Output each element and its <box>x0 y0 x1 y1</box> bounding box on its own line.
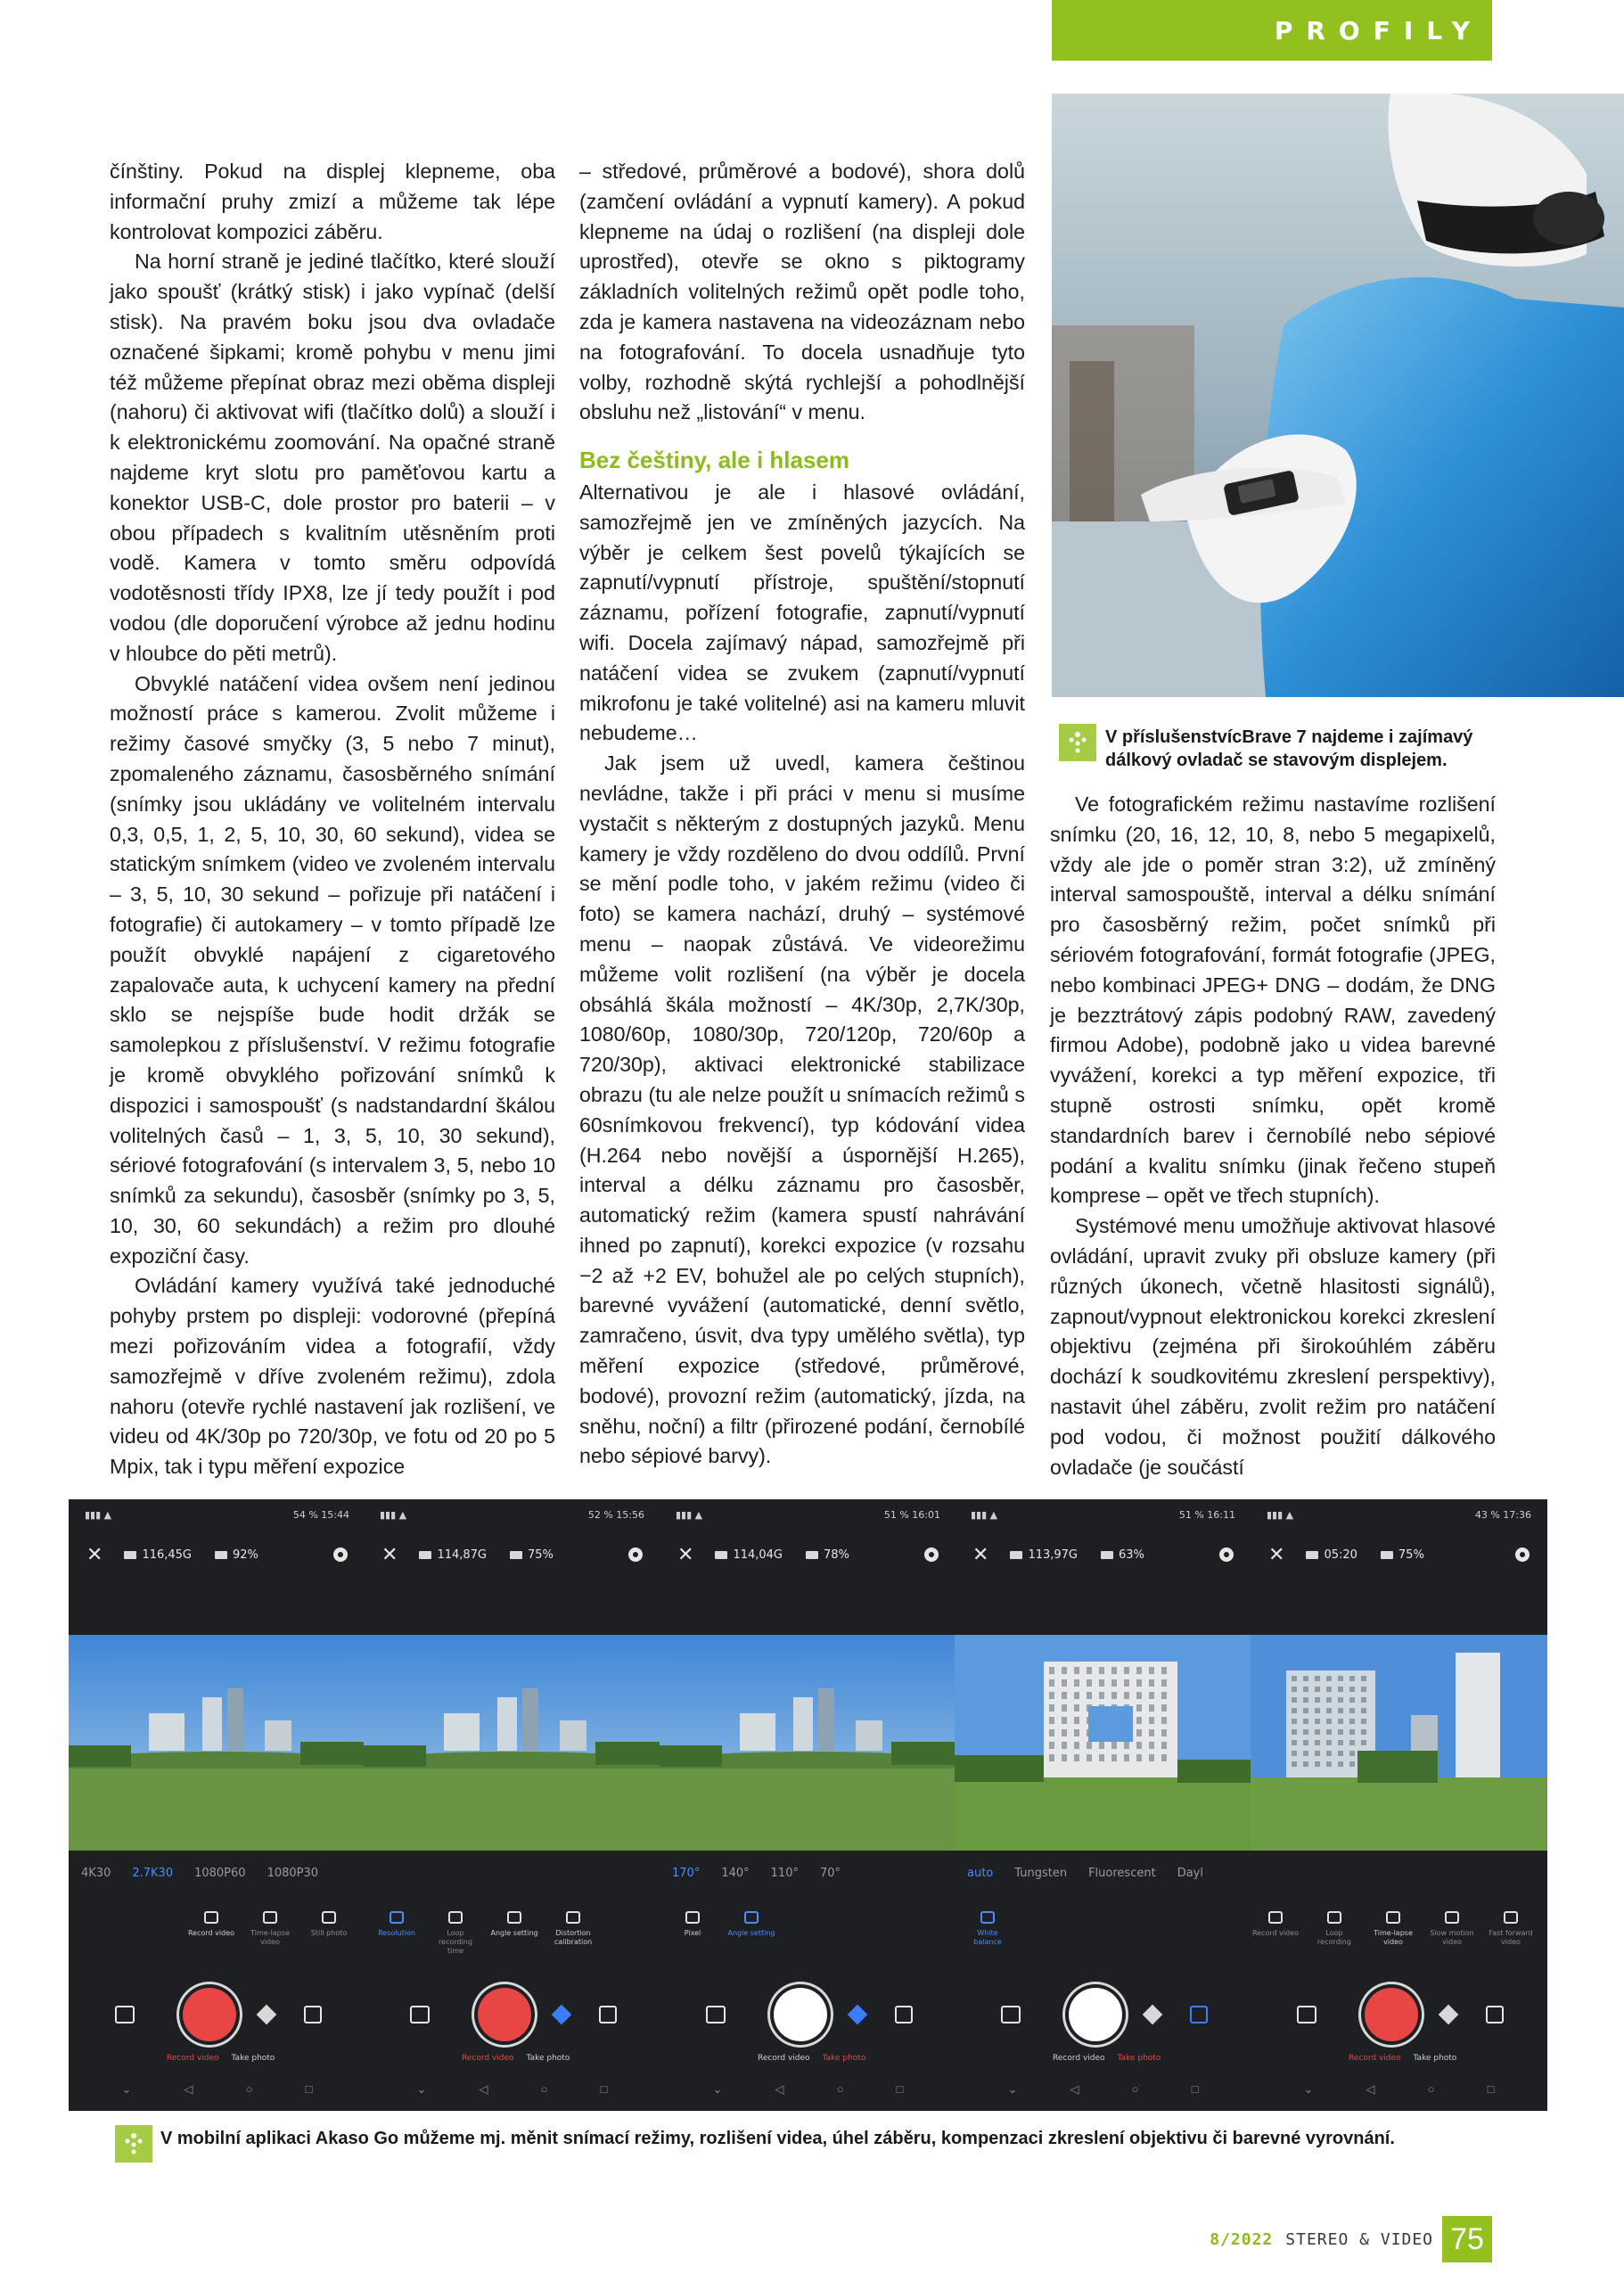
collapse-icon[interactable]: ⌄ <box>1303 2082 1314 2096</box>
mode-icon <box>980 1911 995 1924</box>
phone-screenshot <box>69 1499 365 2111</box>
status-right <box>293 1509 349 1521</box>
camera-viewfinder <box>69 1635 365 1851</box>
status-bar <box>1251 1499 1547 1530</box>
mode-item[interactable] <box>964 1911 1012 1974</box>
home-icon[interactable]: ○ <box>1131 2082 1139 2096</box>
option-0[interactable]: 170° <box>672 1867 701 1880</box>
mode-icon <box>1327 1911 1341 1924</box>
recents-icon[interactable]: □ <box>1487 2082 1495 2096</box>
capture-mode-labels <box>167 2054 275 2064</box>
mode-icon <box>1268 1911 1283 1924</box>
status-right <box>588 1509 644 1521</box>
signal-icon: ▮▮▮ ▲ <box>676 1508 703 1521</box>
capture-mode-labels <box>1349 2054 1456 2064</box>
back-icon[interactable]: ◁ <box>1366 2082 1375 2096</box>
skier-with-remote-image <box>1052 94 1624 697</box>
home-icon[interactable]: ○ <box>540 2082 548 2096</box>
option-3[interactable]: Dayl <box>1177 1867 1203 1880</box>
option-1[interactable]: 2.7K30 <box>132 1867 174 1880</box>
camera-preview <box>69 1635 365 1851</box>
mode-item[interactable] <box>187 1911 235 1974</box>
mode-item[interactable] <box>1369 1911 1417 1974</box>
mode-label: Angle setting <box>490 1929 538 1937</box>
mode-item[interactable] <box>1310 1911 1358 1974</box>
hero-caption-line-2: dálkový ovladač se stavovým displejem. <box>1105 751 1448 770</box>
back-icon[interactable]: ◁ <box>775 2082 784 2096</box>
mode-label: Record video <box>1251 1929 1300 1937</box>
option-1[interactable]: 140° <box>721 1867 750 1880</box>
page-number: 75 <box>1442 2216 1492 2262</box>
take-photo-label[interactable]: Take photo <box>231 2054 275 2063</box>
gallery-icon[interactable] <box>410 2006 430 2023</box>
capture-mode-labels <box>1053 2054 1161 2064</box>
shutter-row <box>364 1988 660 2045</box>
take-photo-label[interactable]: Take photo <box>1413 2054 1457 2063</box>
record-video-label[interactable]: Record video <box>167 2054 219 2063</box>
close-icon[interactable]: ✕ <box>86 1543 103 1566</box>
settings-switch-icon[interactable] <box>1486 2006 1504 2023</box>
capture-mode-labels <box>462 2054 570 2064</box>
shutter-row <box>1251 1988 1547 2045</box>
camera-toolbar <box>1251 1537 1547 1572</box>
shutter-button[interactable] <box>183 1988 236 2041</box>
battery-level-text: 75% <box>1381 1548 1424 1562</box>
settings-switch-icon[interactable] <box>304 2006 322 2023</box>
option-1[interactable]: Tungsten <box>1014 1867 1068 1880</box>
battery-level-text: 78% <box>806 1548 849 1562</box>
mode-switch-icon[interactable] <box>1439 2005 1459 2025</box>
close-icon[interactable]: ✕ <box>972 1543 989 1566</box>
mode-item[interactable] <box>490 1911 538 1974</box>
home-icon[interactable]: ○ <box>836 2082 844 2096</box>
paragraph: Alternativou je ale i hlasové ovládání, samozřejmě jen ve zmíněných jazycích. Na výběr je celkem šest povelů týkajících se zapnutí/vypnutí přístroje, spuštění/stopnutí záznamu, pořízení fotografie, zapnutí/vypnutí wifi. Docela zajímavý nápad, samozřejmě při natáčení videa se zvukem (zapnutí/vypnutí mikrofonu je také volitelné) asi na kameru mluvit nebudeme… <box>579 480 1025 745</box>
option-2[interactable]: 1080P60 <box>194 1867 246 1880</box>
mode-switch-icon[interactable] <box>848 2005 868 2025</box>
paragraph: Ovládání kamery využívá také jednoduché pohyby prstem po displeji: vodorovné (přepíná mezi pořizováním videa a fotografií, vždy samozřejmě v dříve zvoleném režimu), zdola nahoru (otevře rychlé nastavení jak rozlišení, ve videu od 4K/30p po 720/30p, ve fotu od 20 po 5 Mpix, tak i typu měření expozice <box>110 1274 555 1479</box>
camera-toolbar <box>69 1537 365 1572</box>
mode-icon <box>566 1911 580 1924</box>
mode-icon <box>390 1911 404 1924</box>
signal-icon: ▮▮▮ ▲ <box>1267 1508 1294 1521</box>
option-2[interactable]: 110° <box>770 1867 799 1880</box>
collapse-icon[interactable]: ⌄ <box>121 2082 132 2096</box>
collapse-icon[interactable]: ⌄ <box>416 2082 427 2096</box>
mode-item[interactable] <box>668 1911 717 1974</box>
close-icon[interactable]: ✕ <box>677 1543 694 1566</box>
section-title: PROFILY <box>1274 15 1483 45</box>
mode-icon <box>1504 1911 1518 1924</box>
take-photo-label[interactable]: Take photo <box>526 2054 570 2063</box>
app-screenshots <box>69 1499 1533 2111</box>
android-nav-bar <box>364 2082 660 2104</box>
mode-icon <box>204 1911 218 1924</box>
camera-viewfinder <box>660 1635 956 1851</box>
mode-label: Time-lapse video <box>1374 1929 1413 1946</box>
caption-icon <box>115 2125 152 2163</box>
camera-preview <box>1251 1635 1547 1851</box>
android-nav-bar <box>955 2082 1251 2104</box>
shutter-button[interactable] <box>1365 1988 1418 2041</box>
mode-label: Record video <box>187 1929 235 1937</box>
camera-preview <box>660 1635 956 1851</box>
android-nav-bar <box>69 2082 365 2104</box>
storage-text: 116,45G <box>124 1548 192 1562</box>
status-bar <box>955 1499 1251 1530</box>
battery-text: 52 % <box>587 1508 613 1521</box>
mode-icon <box>448 1911 463 1924</box>
phone-screenshot <box>660 1499 956 2111</box>
signal-icon: ▮▮▮ ▲ <box>380 1508 407 1521</box>
settings-icon[interactable] <box>924 1547 939 1562</box>
mode-icon <box>685 1911 700 1924</box>
options-row <box>660 1867 956 1893</box>
mode-label: Fast forward video <box>1489 1929 1533 1946</box>
clock-text: 15:44 <box>321 1508 349 1521</box>
modes-row <box>364 1911 660 1974</box>
mode-icon <box>1386 1911 1400 1924</box>
option-0[interactable]: 4K30 <box>81 1867 111 1880</box>
camera-toolbar <box>364 1537 660 1572</box>
battery-level-text: 63% <box>1101 1548 1144 1562</box>
mode-label: Loop recording time <box>439 1929 472 1955</box>
storage-text: 113,97G <box>1010 1548 1078 1562</box>
camera-toolbar <box>660 1537 956 1572</box>
shutter-button[interactable] <box>1069 1988 1122 2041</box>
phones-caption: V mobilní aplikaci Akaso Go můžeme mj. měnit snímací režimy, rozlišení videa, úhel záběru, kompenzaci zkreslení objektivu či barevné vyrovnání. <box>160 2129 1395 2148</box>
battery-text: 54 % <box>292 1508 318 1521</box>
modes-row <box>69 1911 365 1974</box>
home-icon[interactable]: ○ <box>245 2082 253 2096</box>
hero-caption-line-1: V příslušenstvícBrave 7 najdeme i zajímavý <box>1105 727 1473 747</box>
signal-icon: ▮▮▮ ▲ <box>971 1508 998 1521</box>
paragraph: Ve fotografickém režimu nastavíme rozlišení snímku (20, 16, 12, 10, 8, nebo 5 megapixelů, vždy ale jde o poměr stran 3:2), už zmíněný interval samospouště, interval a délku snímání pro časosběrný režim, počet snímků při sériovém fotografování, formát fotografie (JPEG, nebo kombinaci JPEG+ DNG – dodám, že DNG je bezztrátový zápis podobný RAW, zavedený firmou Adobe), podobně jako u videa barevné vyvážení, korekci a typ měření expozice, tři stupně ostrosti snímku, opět kromě standardních barev i černobílé nebo sépiové podání a kvalitu snímku (jinak řečeno stupeň komprese – opět ve třech stupních). <box>1050 792 1496 1208</box>
mode-item[interactable] <box>1251 1911 1300 1974</box>
battery-text: 51 % <box>1178 1508 1204 1521</box>
gallery-icon[interactable] <box>1297 2006 1316 2023</box>
settings-icon[interactable] <box>1219 1547 1234 1562</box>
collapse-icon[interactable]: ⌄ <box>712 2082 723 2096</box>
options-row <box>1251 1867 1547 1893</box>
capture-mode-labels <box>758 2054 865 2064</box>
status-right <box>1179 1509 1235 1521</box>
status-bar <box>660 1499 956 1530</box>
mode-label: Time-lapse video <box>250 1929 290 1946</box>
android-nav-bar <box>1251 2082 1547 2104</box>
mode-item[interactable] <box>305 1911 353 1974</box>
paragraph: čínštiny. Pokud na displej klepneme, oba informační pruhy zmizí a můžeme tak lépe kontrolovat kompozici záběru. <box>110 160 555 243</box>
camera-preview <box>364 1635 660 1851</box>
storage-text: 114,04G <box>715 1548 783 1562</box>
mode-item[interactable] <box>1487 1911 1535 1974</box>
camera-viewfinder <box>364 1635 660 1851</box>
article-column-3 <box>1050 790 1496 1482</box>
settings-icon[interactable] <box>628 1547 643 1562</box>
subheading: Bez češtiny, ale i hlasem <box>579 447 849 474</box>
article-column-1 <box>110 157 555 1482</box>
shutter-row <box>955 1988 1251 2045</box>
option-3[interactable]: 70° <box>819 1867 841 1880</box>
status-bar <box>69 1499 365 1530</box>
hero-photo <box>1052 94 1624 697</box>
mode-label: Still photo <box>310 1929 348 1937</box>
shutter-row <box>69 1988 365 2045</box>
mode-label: Loop recording <box>1317 1929 1351 1946</box>
modes-row <box>955 1911 1251 1974</box>
mode-icon <box>263 1911 277 1924</box>
camera-toolbar <box>955 1537 1251 1572</box>
options-row <box>955 1867 1251 1893</box>
camera-preview <box>955 1635 1251 1851</box>
paragraph: Na horní straně je jediné tlačítko, které slouží jako spoušť (krátký stisk) i jako vypínač (delší stisk). Na pravém boku jsou dva ovladače označené šipkami; kromě pohybu v menu jimi též můžeme přepínat obraz mezi oběma displeji (nahoru) či aktivovat wifi (tlačítko dolů) a slouží i k elektronickému zoomování. Na opačné straně najdeme kryt slotu pro paměťovou kartu a konektor USB-C, dole prostor pro baterii – v obou případech s kvalitním utěsněním proti vodě. Kamera v tomto směru odpovídá vodotěsnosti třídy IPX8, lze jí tedy použít i pod vodou (dle doporučení výrobce až jednu hodinu v hloubce do pěti metrů). <box>110 250 555 665</box>
clock-text: 16:11 <box>1207 1508 1235 1521</box>
clock-text: 17:36 <box>1503 1508 1531 1521</box>
take-photo-label[interactable]: Take photo <box>822 2054 866 2063</box>
issue-number: 8/2022 <box>1210 2229 1274 2249</box>
mode-label: Angle setting <box>727 1929 775 1937</box>
mode-label: White balance <box>973 1929 1002 1946</box>
mode-label: Resolution <box>378 1929 415 1937</box>
signal-icon: ▮▮▮ ▲ <box>85 1508 112 1521</box>
record-video-label[interactable]: Record video <box>1053 2054 1105 2063</box>
shutter-button[interactable] <box>774 1988 827 2041</box>
hero-caption <box>1105 726 1472 772</box>
status-right <box>884 1509 940 1521</box>
status-bar <box>364 1499 660 1530</box>
camera-viewfinder <box>955 1635 1251 1851</box>
mode-icon <box>322 1911 336 1924</box>
option-3[interactable]: 1080P30 <box>267 1867 319 1880</box>
take-photo-label[interactable]: Take photo <box>1117 2054 1161 2063</box>
settings-switch-icon[interactable] <box>1190 2006 1208 2023</box>
mode-label: Distortion calibration <box>554 1929 593 1946</box>
options-row <box>69 1867 365 1893</box>
magazine-name: STEREO & VIDEO <box>1285 2229 1433 2249</box>
phone-screenshot <box>1251 1499 1547 2111</box>
recents-icon[interactable]: □ <box>600 2082 608 2096</box>
mode-item[interactable] <box>373 1911 421 1974</box>
mode-label: Slow motion video <box>1430 1929 1474 1946</box>
page-footer <box>1210 2216 1492 2262</box>
paragraph: Jak jsem už uvedl, kamera češtinou nevládne, takže i při práci v menu si musíme vystačit s některým z dostupných jazyků. Menu kamery je vždy rozděleno do dvou oddílů. První se mění podle toho, v jakém režimu (video či foto) se kamera nachází, druhý – systémové menu – naopak zůstává. Ve videorežimu můžeme volit rozlišení (na výběr je docela obsáhlá škála možností – 4K/30p, 2,7K/30p, 1080/60p, 1080/30p, 720/120p, 720/60p a 720/30p), aktivaci elektronické stabilizace obrazu (tu ale nelze použít u snímacích režimů s 60snímkovou frekvencí), typ kódování videa (H.264 nebo novější a úspornější H.265), interval a délku záznamu pro časosběr, automatický režim (kamera spustí nahrávání ihned po zapnutí), korekci expozice (v rozsahu −2 až +2 EV, bohužel ale po celých stupních), barevné vyvážení (automatické, denní světlo, zamračeno, úsvit, dva typy umělého světla), typ měření expozice (středové, průměrové, bodové), provozní režim (automatický, jízda, na sněhu, noční) a filtr (přirozené podání, černobílé nebo sépiové barvy). <box>579 751 1025 1468</box>
collapse-icon[interactable]: ⌄ <box>1007 2082 1018 2096</box>
battery-text: 51 % <box>883 1508 909 1521</box>
close-icon[interactable]: ✕ <box>381 1543 398 1566</box>
caption-icon <box>1059 724 1096 761</box>
settings-icon[interactable] <box>1515 1547 1530 1562</box>
settings-icon[interactable] <box>333 1547 348 1562</box>
mode-label: Pixel <box>684 1929 701 1937</box>
article-column-2 <box>579 157 1025 1472</box>
gallery-icon[interactable] <box>706 2006 726 2023</box>
battery-level-text: 75% <box>510 1548 554 1562</box>
mode-switch-icon[interactable] <box>257 2005 277 2025</box>
modes-row <box>1251 1911 1547 1974</box>
settings-switch-icon[interactable] <box>599 2006 617 2023</box>
mode-icon <box>1445 1911 1459 1924</box>
status-right <box>1475 1509 1531 1521</box>
battery-text: 43 % <box>1474 1508 1500 1521</box>
options-row <box>364 1867 660 1893</box>
storage-text: 114,87G <box>419 1548 487 1562</box>
clock-text: 15:56 <box>616 1508 644 1521</box>
close-icon[interactable]: ✕ <box>1268 1543 1285 1566</box>
recents-icon[interactable]: □ <box>896 2082 904 2096</box>
storage-text: 05:20 <box>1306 1548 1357 1562</box>
paragraph: – středové, průměrové a bodové), shora dolů (zamčení ovládání a vypnutí kamery). A pokud klepneme na údaj o rozlišení (na displeji dole uprostřed), otevře se okno s piktogramy základních volitelných režimů opět podle toho, zda je kamera nastavena na videozáznam nebo na fotografování. To docela usnadňuje tyto volby, rozhodně skýtá rychlejší a pohodlnější obsluhu než „listování“ v menu. <box>579 160 1025 424</box>
record-video-label[interactable]: Record video <box>758 2054 810 2063</box>
home-icon[interactable]: ○ <box>1427 2082 1435 2096</box>
mode-switch-icon[interactable] <box>552 2005 572 2025</box>
back-icon[interactable]: ◁ <box>184 2082 193 2096</box>
camera-viewfinder <box>1251 1635 1547 1851</box>
settings-switch-icon[interactable] <box>895 2006 913 2023</box>
clock-text: 16:01 <box>912 1508 940 1521</box>
gallery-icon[interactable] <box>115 2006 135 2023</box>
battery-level-text: 92% <box>215 1548 258 1562</box>
modes-row <box>660 1911 956 1974</box>
paragraph: Obvyklé natáčení videa ovšem není jedinou možností práce s kamerou. Zvolit můžeme i režimy časové smyčky (3, 5 nebo 7 minut), zpomaleného záznamu, časosběrného snímání (snímky jsou ukládány ve volitelném intervalu 0,3, 0,5, 1, 2, 5, 10, 30, 60 sekund), videa se statickým snímkem (video ve zvoleném intervalu – 3, 5, 10, 30 sekund – pořizuje při natáčení i fotografie) či autokamery – v tomto případě lze použít obvyklé napájení z cigaretového zapalovače auta, k uchycení kamery na přední sklo se nejspíše bude hodit držák se samolepkou z příslušenství. V režimu fotografie je kromě obvyklého pořizování snímků k dispozici i samospoušť (s nadstandardní škálou volitelných časů – 1, 3, 5, 10, 30 sekund), sériové fotografování (s intervalem 3, 5, nebo 10 snímků za sekundu), časosběr (snímky po 3, 5, 10, 30, 60 sekundách) a režim pro dlouhé expoziční časy. <box>110 671 555 1268</box>
mode-item[interactable] <box>246 1911 294 1974</box>
recents-icon[interactable]: □ <box>1191 2082 1199 2096</box>
back-icon[interactable]: ◁ <box>479 2082 488 2096</box>
mode-icon <box>507 1911 521 1924</box>
mode-item[interactable] <box>549 1911 597 1974</box>
record-video-label[interactable]: Record video <box>1349 2054 1401 2063</box>
record-video-label[interactable]: Record video <box>462 2054 514 2063</box>
gallery-icon[interactable] <box>1001 2006 1021 2023</box>
phone-screenshot <box>955 1499 1251 2111</box>
mode-item[interactable] <box>431 1911 480 1974</box>
option-2[interactable]: Fluorescent <box>1088 1867 1156 1880</box>
option-0[interactable]: auto <box>967 1867 994 1880</box>
section-tab <box>1052 0 1492 61</box>
android-nav-bar <box>660 2082 956 2104</box>
shutter-row <box>660 1988 956 2045</box>
shutter-button[interactable] <box>478 1988 531 2041</box>
mode-item[interactable] <box>1428 1911 1476 1974</box>
mode-item[interactable] <box>727 1911 775 1974</box>
back-icon[interactable]: ◁ <box>1070 2082 1079 2096</box>
mode-icon <box>744 1911 759 1924</box>
recents-icon[interactable]: □ <box>305 2082 313 2096</box>
paragraph: Systémové menu umožňuje aktivovat hlasové ovládání, upravit zvuky při obsluze kamery (při různých úkonech, včetně hlasitosti signálů), zapnout/vypnout elektronickou korekci zkreslení objektivu (zejména při širokoúhlém záběru dochází k soudkovitému zkreslení perspektivy), nastavit úhel záběru, zvolit režim pro natáčení pod vodou, či možnost použití dálkového ovladače (je součástí <box>1050 1214 1496 1479</box>
phone-screenshot <box>364 1499 660 2111</box>
mode-switch-icon[interactable] <box>1143 2005 1163 2025</box>
